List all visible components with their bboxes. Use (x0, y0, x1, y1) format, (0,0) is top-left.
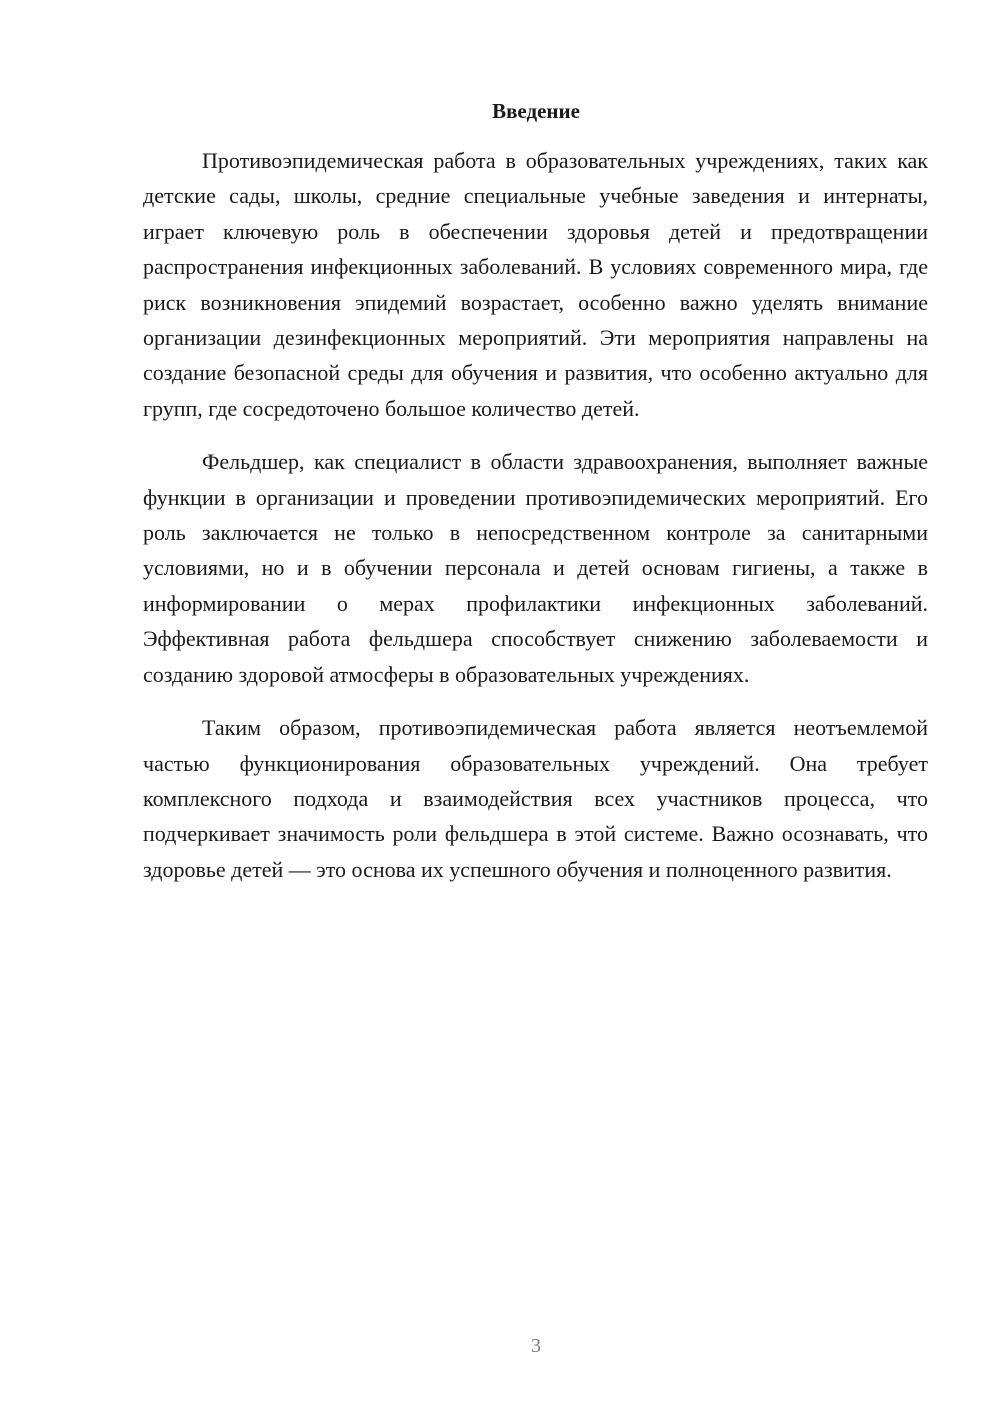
paragraph-3: Таким образом, противоэпидемическая работа является неотъемлемой частью функционирования образовательных учреждений. Она требует комплексного подхода и взаимодействия всех участников процесса, что подчеркивает значимость роли фельдшера в этой системе. Важно осознавать, что здоровье детей — это основа их успешного обучения и полноценного развития. (143, 715, 928, 882)
paragraph-1: Противоэпидемическая работа в образовательных учреждениях, таких как детские сады, школы, средние специальные учебные заведения и интернаты, играет ключевую роль в обеспечении здоровья детей и предотвращении распространения инфекционных заболеваний. В условиях современного мира, где риск возникновения эпидемий возрастает, особенно важно уделять внимание организации дезинфекционных мероприятий. Эти мероприятия направлены на создание безопасной среды для обучения и развития, что особенно актуально для групп, где сосредоточено большое количество детей. (143, 148, 928, 421)
paragraph-2: Фельдшер, как специалист в области здравоохранения, выполняет важные функции в организации и проведении противоэпидемических мероприятий. Его роль заключается не только в непосредственном контроле за санитарными условиями, но и в обучении персонала и детей основам гигиены, а также в информировании о мерах профилактики инфекционных заболеваний. Эффективная работа фельдшера способствует снижению заболеваемости и созданию здоровой атмосферы в образовательных учреждениях. (143, 449, 928, 687)
page-number: 3 (531, 1335, 541, 1357)
section-title: Введение (492, 99, 580, 123)
body-text (143, 143, 928, 887)
